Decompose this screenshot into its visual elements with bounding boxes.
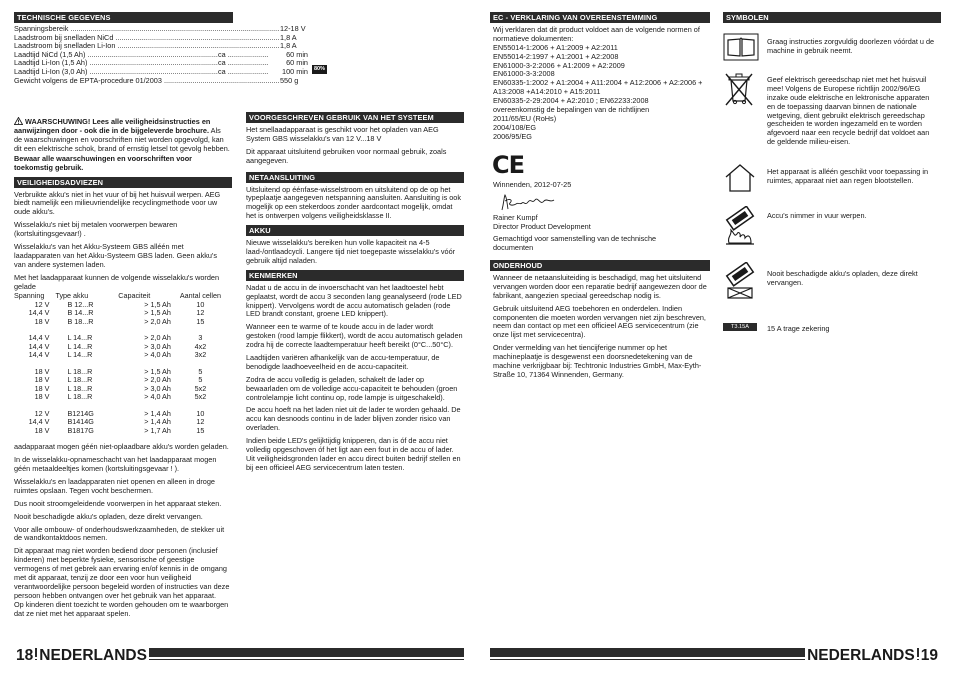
table-cell: L 14...R bbox=[67, 341, 93, 351]
features-heading: KENMERKEN bbox=[246, 270, 464, 281]
table-cell: B1414G bbox=[67, 417, 94, 427]
ec-heading: EC - VERKLARING VAN OVEREENSTEMMING bbox=[490, 12, 710, 23]
spec-row: Laadstroom bij snelladen NiCd ..... 1,8 A bbox=[14, 34, 310, 43]
signer-name: Rainer Kumpf bbox=[493, 213, 538, 223]
table-header: Spanning Type akku Capaciteit Aantal cellen bbox=[14, 291, 221, 301]
language-label-left: NEDERLANDS bbox=[39, 647, 147, 664]
table-cell: > 1,7 Ah bbox=[144, 425, 171, 435]
table-cell: > 1,4 Ah bbox=[144, 417, 171, 427]
table-cell: 18 V bbox=[34, 392, 50, 402]
table-cell: B1817G bbox=[67, 425, 94, 435]
table-cell: L 18...R bbox=[67, 383, 93, 393]
spec-row: Laadstroom bij snelladen Li-Ion ..... 1,8 A bbox=[14, 42, 310, 51]
table-cell: 5 bbox=[198, 375, 203, 385]
symbol-text: Nooit beschadigde akku's opladen, deze direkt vervangen. bbox=[767, 269, 918, 287]
battery-80-badge: 80% bbox=[314, 65, 326, 72]
table-row bbox=[14, 393, 230, 401]
table-cell: > 1,5 Ah bbox=[144, 308, 171, 318]
table-cell: 10 bbox=[196, 299, 205, 309]
table-row bbox=[14, 427, 230, 435]
table-cell: 5 bbox=[198, 367, 203, 377]
battery-fire-icon bbox=[723, 206, 757, 246]
table-cell: 14,4 V bbox=[28, 308, 50, 318]
table-cell: > 1,5 Ah bbox=[144, 299, 171, 309]
charge-row: Laadtijd Li-Ion (3,0 Ah) ..... ca ..... 100 min 80% bbox=[14, 68, 310, 77]
table-cell: 14,4 V bbox=[28, 341, 50, 351]
tech-heading: TECHNISCHE GEGEVENS bbox=[14, 12, 233, 23]
table-row bbox=[14, 351, 230, 359]
table-cell: > 3,0 Ah bbox=[144, 383, 171, 393]
table-cell: 15 bbox=[196, 425, 205, 435]
table-cell: > 1,4 Ah bbox=[144, 409, 171, 419]
net-heading: NETAANSLUITING bbox=[246, 172, 464, 183]
table-cell: 12 V bbox=[34, 299, 50, 309]
weee-bin-icon bbox=[723, 71, 755, 107]
table-cell: > 4,0 Ah bbox=[144, 392, 171, 402]
table-cell: 18 V bbox=[34, 375, 50, 385]
table-cell: > 3,0 Ah bbox=[144, 341, 171, 351]
page-number-left: 18 bbox=[16, 647, 34, 664]
symbol-text: Het apparaat is alléén geschikt voor toepassing in ruimtes, apparaat niet aan regen blootstellen. bbox=[767, 167, 929, 185]
house-icon bbox=[723, 163, 757, 193]
table-cell: 5x2 bbox=[194, 383, 207, 393]
charge-row: Laadtijd Li-Ion (1,5 Ah) ..... ca ..... 60 min bbox=[14, 59, 310, 68]
place-date: Winnenden, 2012-07-25 bbox=[493, 179, 572, 189]
battery-table bbox=[14, 292, 230, 435]
spec-row: Spanningsbereik ..... 12-18 V bbox=[14, 25, 310, 34]
table-cell: 12 bbox=[196, 308, 205, 318]
table-cell: 10 bbox=[196, 409, 205, 419]
symbol-text: Accu's nimmer in vuur werpen. bbox=[767, 211, 867, 220]
table-cell: 14,4 V bbox=[28, 333, 50, 343]
symbol-text: Geef elektrisch gereedschap niet met het huisvuil mee! Volgens de Europese richtlijn 2002/96/EG inzake oude elektrische en lektronische apparaten en de toepassing daarvan binnen de nationale wetgeving, dient gebruikt elektrisch gereedschap gescheiden te worden ingezameld en te worden afgevoerd naar een recycle bedrijf dat voldoet aan de geldende milieu-eisen. bbox=[767, 75, 930, 147]
akku-heading: AKKU bbox=[246, 225, 464, 236]
footer-right bbox=[780, 647, 940, 665]
table-cell: 15 bbox=[196, 316, 205, 326]
use-heading: VOORGESCHREVEN GEBRUIK VAN HET SYSTEEM bbox=[246, 112, 464, 123]
ce-mark: CE bbox=[492, 150, 525, 179]
fuse-icon bbox=[723, 322, 757, 332]
safety-block: Verbruikte akku's niet in het vuur of bij het huisvuil werpen. AEG biedt namelijk een milieuvriendelijke recyclingmethode voor uw oude akku's. Wisselakku's niet bij metalen voorwerpen bewaren (kortsluitingsgevaar!) . Wisselakku's van het Akku-Systeem GBS alléén met laadapparaten van het Akku-Systeem GBS laden. Geen akku's van andere systemen laden. Met het laadapparaat kunnen de volgende wisselakku's worden gelade Spanning Type akku Capaciteit Aantal cellen 12 V B 12...R > 1,5 Ah 10 14,4 V B 14...R > 1,5 Ah 12 18 V B 18...R > 2,0 Ah 15 14,4 V L 14...R > 2,0 Ah 3 14,4 V L 14...R > 3,0 Ah 4x2 14,4 V L 14...R > 4,0 Ah 3x2 18 V L 18...R > 1,5 Ah 5 18 V L 18...R > 2,0 Ah 5 18 V L 18...R > 3,0 Ah 5x2 18 V L 18...R > 4,0 Ah 5x2 12 V B1214G > 1,4 Ah 10 14,4 V B1414G > 1,4 Ah 12 18 V B1817G > 1,7 Ah 15 aadapparaat mogen géén niet-oplaadbare akku's worden geladen. In de wisselakku-opnameschacht van het laadapparaat mogen géén metaaldeeltjes komen (kortsluitingsgevaar ! ). Wisselakku's en laadapparaten niet openen en alleen in droge ruimtes opslaan. Tegen vocht beschermen. Dus nooit stroomgeleidende voorwerpen in het apparaat steken. Nooit beschadigde akku's opladen, deze direkt vervangen. Voor alle ombouw- of onderhoudswerkzaamheden, de stekker uit de wandkontaktdoos nemen. Dit apparaat mag niet worden bediend door personen (inclusief kinderen) met beperkte fysieke, sensorische of geestige vermogens of met gebrek aan ervaring en/of kennis in de omgang met dit apparaat, tenzij ze door een voor hun veiligheid verantwoordelijke persoon begeleid worden of instructies van deze persoon hebben ontvangen over het gebruik van het apparaat. Op kinderen dient toezicht te worden gehouden om te waarborgen dat ze niet met het apparaat spelen. bbox=[14, 189, 230, 618]
safety-heading: VEILIGHEIDSADVIEZEN bbox=[14, 177, 232, 188]
table-cell: 12 bbox=[196, 417, 205, 427]
ec-text: Wij verklaren dat dit product voldoet aan de volgende normen of normatieve dokumenten: EN55014-1:2006 + A1:2009 + A2:2011 EN55014-2:1997 + A1:2001 + A2:2008 EN61000-3-2:2006 + A1:2009 + A2:2009 EN61000-3-3:2008 EN60335-1:2002 + A1:2004 + A11:2004 + A12:2006 + A2:2006 + A13:2008 +A14:2010 + A15:2011 EN60335-2-29:2004 + A2:2010 ; EN62233:2008 overeenkomstig de bepalingen van de richtlijnen 2011/65/EU (RoHs) 2004/108/EG 2006/95/EG bbox=[493, 25, 703, 141]
table-cell: L 18...R bbox=[67, 392, 93, 402]
warning-icon bbox=[14, 117, 23, 125]
table-cell: 14,4 V bbox=[28, 350, 50, 360]
language-label-right: NEDERLANDS bbox=[807, 647, 915, 664]
warning-block: WAARSCHUWING! Lees alle veiligheidsinstructies en aanwijzingen door - ook die in de bijgeleverde brochure. Als de waarschuwingen en voorschriften niet worden opgevolgd, kan dit een elektrische schok, brand of ernstig letsel tot gevolg hebben. Bewaar alle waarschuwingen en voorschriften voor toekomstig gebruik. bbox=[14, 117, 230, 172]
right-column-1: EC - VERKLARING VAN OVEREENSTEMMING Wij verklaren dat dit product voldoet aan de volgende normen of normatieve dokumenten: EN55014-1:2006 + A1:2009 + A2:2011 EN55014-2:1997 + A1:2001 + A2:2008 EN61000-3-2:2006 + A1:2009 + A2:2009 EN61000-3-3:2008 EN60335-1:2002 + A1:2004 + A11:2004 + A12:2006 + A2:2006 + A13:2008 +A14:2010 + A15:2011 EN60335-2-29:2004 + A2:2010 ; EN62233:2008 overeenkomstig de bepalingen van de richtlijnen 2011/65/EU (RoHs) 2004/108/EG 2006/95/EG CE Winnenden, 2012-07-25 Rainer Kumpf Director Product Development Gemachtigd voor samenstelling van de technische documenten ONDERHOUD Wanneer de netaansluiteiding is beschadigd, mag het uitsluitend vervangen worden door een reparatie bedrijf aangewezen door de fabrikant, aangezien speciaal gereedschap nodig is. Gebruik uitsluitend AEG toebehoren en onderdelen. Indien componenten die moeten worden vervangen niet zijn beschreven, neem dan contact op met een officieel AEG servicecentrum (zie onze lijst met servicecentra). Onder vermelding van het tiencijferige nummer op het machineplaatje is desgewenst een doorsnedetekening van de machine verkrijgbaar bij: Techtronic Industries GmbH, Max-Eyth-Straße 10, 71364 Winnenden, Germany. bbox=[490, 12, 710, 384]
signature bbox=[498, 192, 568, 214]
table-cell: B 14...R bbox=[67, 308, 94, 318]
table-row bbox=[14, 318, 230, 326]
footer-left bbox=[14, 647, 149, 665]
symbol-text: 15 A trage zekering bbox=[767, 324, 830, 333]
weight-row: Gewicht volgens de EPTA-procedure 01/2003 ..... 550 g bbox=[14, 77, 310, 86]
table-cell: 4x2 bbox=[194, 341, 207, 351]
table-cell: 12 V bbox=[34, 409, 50, 419]
table-cell: B1214G bbox=[67, 409, 94, 419]
table-cell: L 18...R bbox=[67, 367, 93, 377]
table-cell: 3x2 bbox=[194, 350, 207, 360]
fuse-label: T3.15A bbox=[723, 323, 757, 331]
table-cell: > 2,0 Ah bbox=[144, 375, 171, 385]
table-cell: L 14...R bbox=[67, 350, 93, 360]
table-cell: 14,4 V bbox=[28, 417, 50, 427]
table-cell: 18 V bbox=[34, 367, 50, 377]
table-cell: 3 bbox=[198, 333, 203, 343]
table-cell: > 2,0 Ah bbox=[144, 316, 171, 326]
authorized-note: Gemachtigd voor samenstelling van de technische documenten bbox=[493, 234, 657, 253]
table-cell: > 4,0 Ah bbox=[144, 350, 171, 360]
table-cell: B 18...R bbox=[67, 316, 94, 326]
damaged-battery-icon bbox=[723, 262, 757, 302]
charge-row: Laadtijd NiCd (1,5 Ah) ..... ca ..... 60 min bbox=[14, 51, 310, 60]
signer-title: Director Product Development bbox=[493, 222, 591, 232]
maintenance-heading: ONDERHOUD bbox=[490, 260, 710, 271]
left-column-2: VOORGESCHREVEN GEBRUIK VAN HET SYSTEEM Het snellaadapparaat is geschikt voor het opladen van AEG System GBS wisselakku's van 12 V...18 V Dit apparaat uitsluitend gebruiken voor normaal gebruik, zoals aangegeven. NETAANSLUITING Uitsluitend op éénfase-wisselstroom en uitsluitend op de op het typeplaatje aangegeven netspanning aansluiten. Aansluiting is ook mogelijk op een stekerdoos zonder aardcontact mogelijk, omdat het is ontwerpen volgens veiligheidsklasse II. AKKU Nieuwe wisselakku's bereiken hun volle kapaciteit na 4-5 laad-/ontlaadcycli. Langere tijd niet toegepaste wisselakku's vóór gebruik altijd naladen. KENMERKEN Nadat u de accu in de invoerschacht van het laadtoestel hebt geplaatst, wordt de accu 3 seconden lang geanalyseerd (rode LED knippert). Vervolgens wordt de accu automatisch geladen (rode LED brandt constant, groene LED knippert). Wanneer een te warme of te koude accu in de lader wordt gestoken (rood lampje flikkert), wordt de accu automatisch geladen zodra hij de correcte laadtemperatuur heeft bereikt (0°C...50°C). Laadtijden variëren afhankelijk van de accu-temperatuur, de benodigde laadhoeveelheid en de accu-capaciteit. Zodra de accu volledig is geladen, schakelt de lader op bewaarladen om de volledige accu-capaciteit te behouden (groen controlelampje licht continu op, rode lampje is uitgeschakeld). De accu hoeft na het laden niet uit de lader te worden gehaald. De accu kan desnoods continu in de lader blijven zonder risico van overladen. Indien beide LED's gelijktijdig knipperen, dan is óf de accu niet volledig opgeschoven óf het ligt aan een fout in de accu of lader. Uit veiligheidsgronden lader en accu direct buiten bedrijf stellen en bij een officieel AEG servicecentrum laten testen. bbox=[246, 113, 463, 472]
table-cell: 18 V bbox=[34, 316, 50, 326]
table-cell: L 14...R bbox=[67, 333, 93, 343]
table-cell: 18 V bbox=[34, 425, 50, 435]
table-cell: 5x2 bbox=[194, 392, 207, 402]
table-cell: 18 V bbox=[34, 383, 50, 393]
symbols-heading: SYMBOLEN bbox=[723, 12, 941, 23]
page-number-right: 19 bbox=[920, 647, 938, 664]
table-cell: B 12...R bbox=[67, 299, 94, 309]
symbol-text: Graag instructies zorgvuldig doorlezen vóórdat u de machine in gebruik neemt. bbox=[767, 37, 935, 55]
table-cell: > 2,0 Ah bbox=[144, 333, 171, 343]
table-cell: L 18...R bbox=[67, 375, 93, 385]
book-icon bbox=[723, 33, 759, 61]
table-cell: > 1,5 Ah bbox=[144, 367, 171, 377]
